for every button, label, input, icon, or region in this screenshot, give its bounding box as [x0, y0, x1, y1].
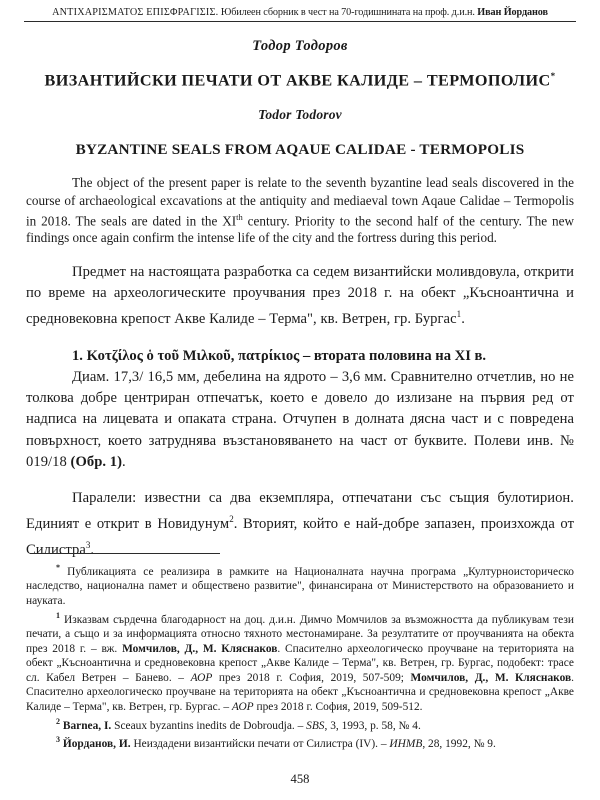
footnote-marker-1: 1	[56, 610, 60, 620]
footnote-1-author-2: Момчилов, Д., М. Кляснаков	[410, 671, 572, 684]
footnote-marker-3: 3	[56, 734, 60, 744]
footnote-separator-rule	[30, 553, 220, 554]
paragraph-seal-1-description	[22, 367, 578, 473]
title-footnote-marker: *	[550, 71, 556, 81]
seal-1-description-tail: .	[122, 453, 126, 470]
footnote-ref-3[interactable]: 3	[85, 540, 91, 551]
footnote-1-seg1: Изказвам сърдечна благодарност на доц. д.и.н. Димчо Момчилов за възможността да публикувам тези печати, а също и за информацията относно тяхното местонамиране. За резултатите от проучванията на обекта през 2018 г. – вж.	[26, 613, 574, 655]
footnote-1-journal-2: АОР	[231, 700, 254, 713]
footnote-3-author: Йорданов, И.	[62, 737, 131, 750]
article-title-english: BYZANTINE SEALS FROM AQAUE CALIDAE - TERMOPOLIS	[75, 141, 525, 159]
footnote-3	[22, 733, 578, 751]
footnote-2-journal: SBS	[306, 719, 325, 732]
running-head-cyrillic: Юбилеен сборник в чест на 70-годишнината на проф. д.и.н.	[218, 7, 478, 18]
paragraph-intro-bulgarian	[22, 262, 578, 330]
footnote-1-journal-1: АОР	[190, 671, 213, 684]
abstract-english	[22, 174, 578, 246]
parallels-text-part2: . Вторият, който е най-добре запазен, произхожда от Силистра	[26, 516, 575, 559]
article-title-bulgarian-text: ВИЗАНТИЙСКИ ПЕЧАТИ ОТ АКВЕ КАЛИДЕ – ТЕРМОПОЛИС	[44, 71, 551, 90]
footnote-asterisk-text: Публикацията се реализира в рамките на Националната научна програма „Културноисторическо наследство, национална памет и обществено развитие", финансирана от Министерството на образованието и науката.	[26, 565, 574, 607]
running-head	[22, 6, 578, 19]
footnote-3-journal: ИНМВ	[389, 737, 423, 750]
footnote-marker-2: 2	[56, 716, 60, 726]
footnote-2-seg2: , 3, 1993, p. 58, № 4.	[324, 719, 421, 732]
abstract-ordinal-suffix: th	[236, 211, 243, 222]
running-head-honoree: Иван Йорданов	[477, 7, 548, 18]
author-name-bulgarian: Тодор Тодоров	[252, 38, 348, 54]
footnote-ref-2[interactable]: 2	[229, 514, 234, 525]
footnote-zone	[22, 553, 578, 751]
footnote-3-seg1: Неиздадени византийски печати от Силистра (IV). –	[130, 737, 390, 750]
footnote-1-seg5: през 2018 г. София, 2019, 509-512.	[253, 700, 423, 713]
article-title-bulgarian	[22, 71, 578, 90]
author-name-english: Todor Todorov	[258, 107, 342, 123]
paragraph-parallels	[22, 488, 578, 561]
running-head-greek: ΑΝΤΙΧΑΡΙΣΜΑΤΟΣ ΕΠΙΣΦΡΑΓΙΣΙΣ.	[52, 7, 219, 18]
parallels-text-part1: Паралели: известни са два екземпляра, отпечатани със същия булотирион. Единият е открит в Новидунум	[26, 490, 574, 533]
footnote-1-seg2: . Спасително археологическо проучване на територията на обект „Късноантична и средновековна крепост „Акве Калиде – Терма", кв. Ветрен, гр. Бургас, подобект: трасе сл. Кабел Ветрен – Банево. –	[26, 642, 575, 684]
footnote-1-seg3: през 2018 г. София, 2019, 507-509;	[212, 671, 411, 684]
header-rule	[24, 21, 576, 22]
abstract-english-part2: century. Priority to the second half of the century. The new findings once again confirm the intense life of the city and the fortress during this period.	[26, 213, 574, 246]
parallels-text-part3: .	[90, 542, 95, 559]
abstract-english-part1: The object of the present paper is relate to the seventh byzantine lead seals discovered in the course of archaeological excavations at the antiquity and mediaeval town Aqaue Calidae – Termopolis in 2018. The seals are dated in the XI	[26, 175, 574, 229]
section-heading-seal-1: 1. Κοτζίλος ὁ τοῦ Μιλκοῦ, πατρίκιος – втората половина на XI в.	[72, 348, 487, 365]
figure-reference: (Обр. 1)	[70, 453, 123, 470]
footnote-1-seg4: . Спасително археологическо проучване на територията на обект „Късноантична и средновековна крепост „Акве Калиде – Терма", кв. Ветрен, гр. Бургас. –	[26, 671, 574, 713]
footnote-asterisk	[22, 561, 578, 609]
paragraph-intro-text: Предмет на настоящата разработка са седем византийски моливдовула, открити по време на археологическите проучвания през 2018 г. на обект „Късноантична и средновековна крепост Акве Калиде – Терма", кв. Ветрен, гр. Бургас	[26, 263, 574, 327]
footnote-2	[22, 715, 578, 733]
footnote-3-seg2: , 28, 1992, № 9.	[422, 737, 496, 750]
footnote-1	[22, 609, 578, 715]
footnote-ref-1[interactable]: 1	[456, 309, 462, 319]
page-number: 458	[290, 772, 310, 786]
footnote-1-author-1: Момчилов, Д., М. Кляснаков	[122, 642, 278, 655]
seal-1-description-text: Диам. 17,3/ 16,5 мм, дебелина на ядрото – 3,6 мм. Сравнително отчетлив, но не толкова добре центриран отпечатък, което е довело до излизане на първия ред от надписа на лицевата и опаката страна. Отчупен в долната дясна част и с повредена повърхност, което затруднява възстановяването на част от буквите. Полеви инв. № 019/18	[26, 369, 574, 470]
paragraph-intro-tail: .	[461, 310, 465, 327]
footnote-2-seg1: Sceaux byzantins inedits de Dobroudja. –	[111, 719, 307, 732]
footnote-2-author: Barnea, I.	[62, 719, 112, 732]
footnote-marker-asterisk: *	[56, 563, 60, 572]
